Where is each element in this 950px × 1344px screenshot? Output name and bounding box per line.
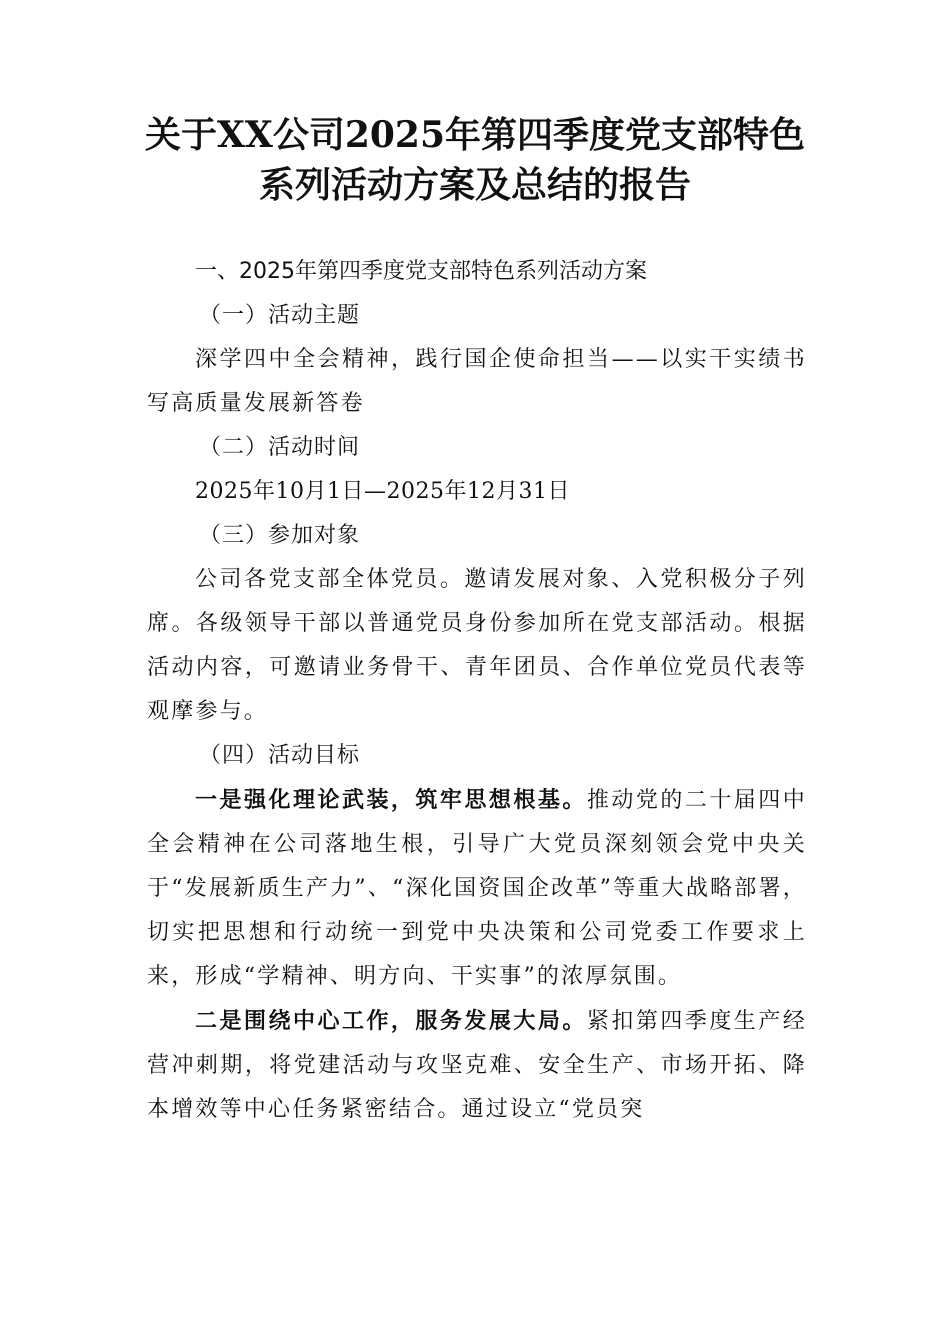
subsection-heading-goals: （四）活动目标 bbox=[199, 743, 361, 768]
subsection-heading-time: （二）活动时间 bbox=[199, 435, 361, 460]
goal-2-lead: 二是围绕中心工作，服务发展大局。 bbox=[195, 1008, 587, 1034]
paragraph-goal-2 bbox=[147, 999, 807, 1132]
document-title bbox=[120, 110, 830, 210]
paragraph-time: 2025年10月1日—2025年12月31日 bbox=[195, 479, 570, 504]
goal-1-text: 推动党的二十届四中全会精神在公司落地生根，引导广大党员深刻领会党中央关于“发展新质生产力”、“深化国资国企改革”等重大战略部署，切实把思想和行动统一到党中央决策和公司党委工作要求上来，形成“学精神、明方向、干实事”的浓厚氛围。 bbox=[147, 788, 807, 989]
subsection-heading-theme: （一）活动主题 bbox=[199, 303, 361, 328]
title-line-1: 关于XX公司2025年第四季度党支部特色 bbox=[144, 114, 806, 156]
paragraph-participants: 公司各党支部全体党员。邀请发展对象、入党积极分子列席。各级领导干部以普通党员身份参加所在党支部活动。根据活动内容，可邀请业务骨干、青年团员、合作单位党员代表等观摩参与。 bbox=[147, 567, 807, 724]
section-heading-1: 一、2025年第四季度党支部特色系列活动方案 bbox=[195, 259, 647, 284]
title-line-2: 系列活动方案及总结的报告 bbox=[258, 164, 691, 206]
subsection-heading-participants: （三）参加对象 bbox=[199, 523, 361, 548]
paragraph-theme: 深学四中全会精神，践行国企使命担当——以实干实绩书写高质量发展新答卷 bbox=[147, 347, 807, 416]
goal-2-text: 紧扣第四季度生产经营冲刺期，将党建活动与攻坚克难、安全生产、市场开拓、降本增效等中心任务紧密结合。通过设立“党员突 bbox=[147, 1009, 807, 1122]
document-body bbox=[147, 250, 807, 1132]
paragraph-goal-1 bbox=[147, 778, 807, 999]
goal-1-lead: 一是强化理论武装，筑牢思想根基。 bbox=[195, 787, 587, 813]
